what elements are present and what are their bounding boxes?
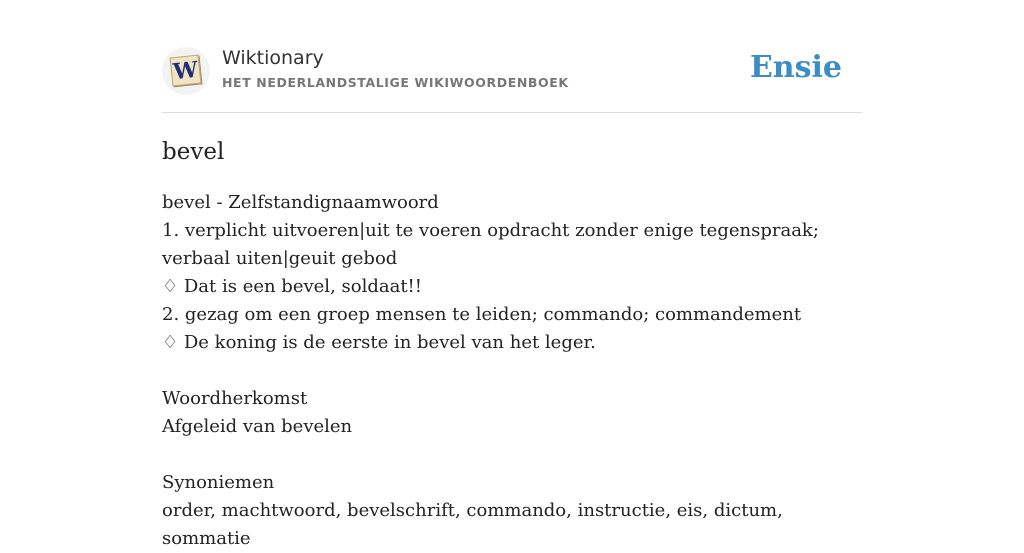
example-1: ♢ Dat is een bevel, soldaat!! [162,276,423,297]
synonyms-heading: Synoniemen [162,472,275,493]
synonyms-text: order, machtwoord, bevelschrift, commando, instructie, eis, dictum, sommatie [162,500,783,549]
logo-tile [170,55,202,87]
etymology-heading: Woordherkomst [162,388,308,409]
entry-content [162,189,852,553]
page-title: bevel [162,139,225,165]
definition-2: 2. gezag om een groep mensen te leiden; commando; commandement [162,304,802,325]
spacer [162,357,852,385]
site-header [162,0,862,113]
site-title[interactable]: Wiktionary [222,47,324,69]
page [162,0,862,553]
logo-letter: W [171,56,200,86]
etymology-text: Afgeleid van bevelen [162,416,353,437]
example-2: ♢ De koning is de eerste in bevel van het leger. [162,332,596,353]
ensie-brand-link[interactable]: Ensie [749,50,842,85]
part-of-speech-line: bevel - Zelfstandignaamwoord [162,192,439,213]
wiktionary-logo-icon[interactable] [162,47,210,95]
definition-1: 1. verplicht uitvoeren|uit te voeren opdracht zonder enige tegenspraak; verbaal uiten|geuit gebod [162,220,819,269]
spacer [162,441,852,469]
site-tagline: HET NEDERLANDSTALIGE WIKIWOORDENBOEK [222,75,569,90]
